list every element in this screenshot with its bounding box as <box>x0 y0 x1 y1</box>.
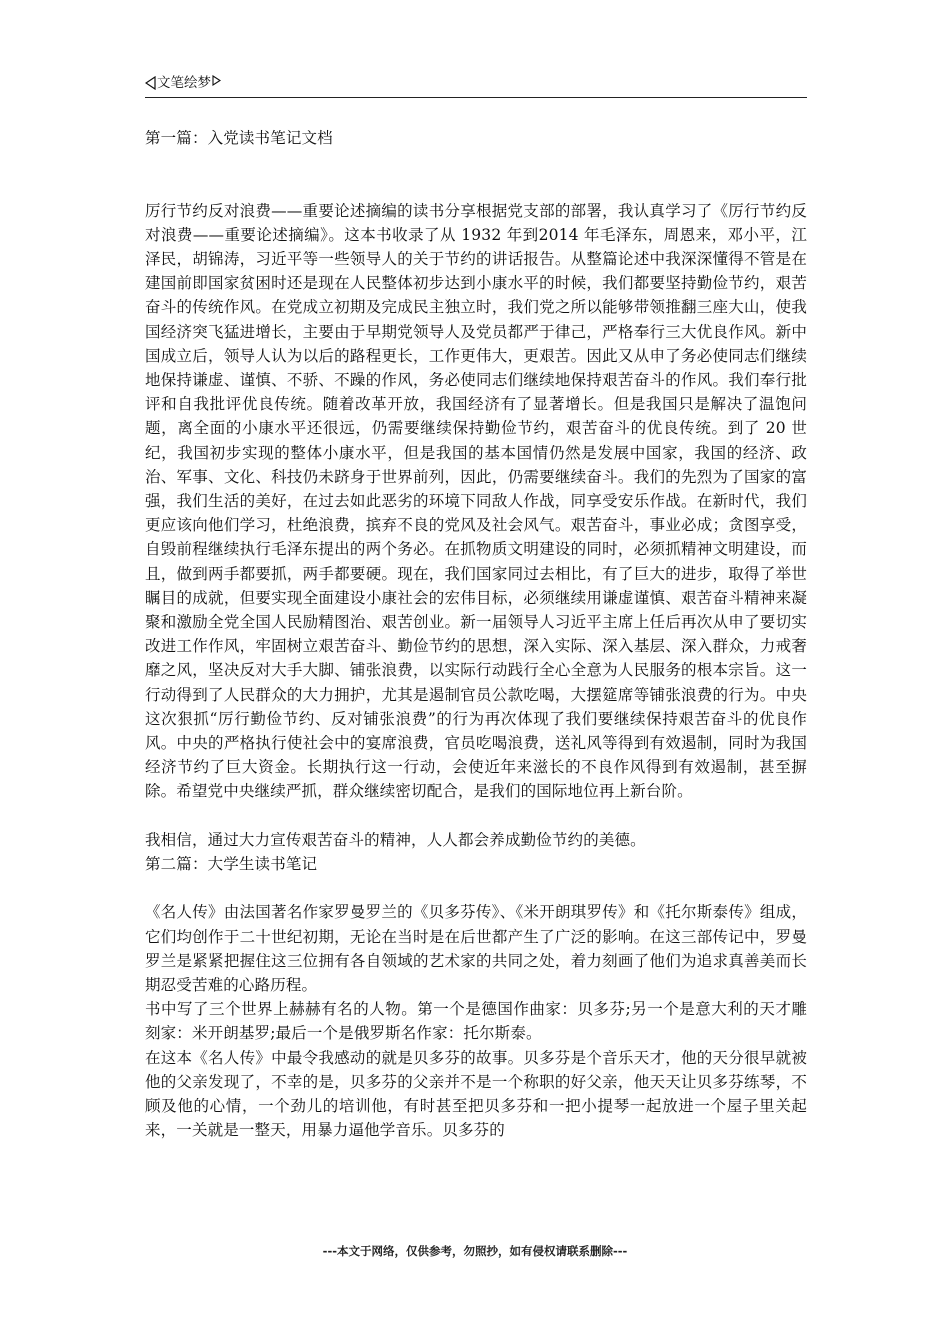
brand-text: 文笔绘梦 <box>157 75 211 91</box>
article2-title: 第二篇：大学生读书笔记 <box>145 855 318 874</box>
article2-paragraph-3: 在这本《名人传》中最令我感动的就是贝多芬的故事。贝多芬是个音乐天才，他的天分很早就被他的父亲发现了，不幸的是，贝多芬的父亲并不是一个称职的好父亲，他天天让贝多芬练琴，不顾及他的心情，一个劲儿的培训他，有时甚至把贝多芬和一把小提琴一起放进一个屋子里关起来，一关就是一整天，用暴力逼他学音乐。贝多芬的 <box>145 1048 807 1140</box>
footer-disclaimer: ---本文于网络，仅供参考，勿照抄，如有侵权请联系删除--- <box>322 1244 628 1258</box>
left-triangle-icon <box>145 76 156 90</box>
article2-paragraph-1: 《名人传》由法国著名作家罗曼罗兰的《贝多芬传》、《米开朗琪罗传》和《托尔斯泰传》组成，它们均创作于二十世纪初期，无论在当时是在后世都产生了广泛的影响。在这三部传记中，罗曼罗兰是紧紧把握住这三位拥有各自领域的艺术家的共同之处，着力刻画了他们为追求真善美而长期忍受苦难的心路历程。 <box>145 903 807 995</box>
article1-title: 第一篇：入党读书笔记文档 <box>145 129 333 147</box>
right-triangle-icon <box>212 75 221 86</box>
article2-paragraph-2: 书中写了三个世界上赫赫有名的人物。第一个是德国作曲家：贝多芬;另一个是意大利的天才雕刻家：米开朗基罗;最后一个是俄罗斯名作家：托尔斯泰。 <box>145 1000 807 1043</box>
article1-closing: 我相信，通过大力宣传艰苦奋斗的精神，人人都会养成勤俭节约的美德。 <box>145 830 646 849</box>
document-body <box>145 126 807 1142</box>
brand-logo <box>145 74 221 92</box>
article1-body: 厉行节约反对浪费——重要论述摘编的读书分享根据党支部的部署，我认真学习了《厉行节约反对浪费——重要论述摘编》。这本书收录了从 1932 年到2014 年毛泽东，周恩来，邓小平，江泽民，胡锦涛，习近平等一些领导人的关于节约的讲话报告。从整篇论述中我深深懂得不管是在建国前即国家贫困时还是现在人民整体初步达到小康水平的时候，我们都要坚持勤俭节约，艰苦奋斗的传统作风。在党成立初期及完成民主独立时，我们党之所以能够带领推翻三座大山，使我国经济突飞猛进增长，主要由于早期党领导人及党员都严于律己，严格奉行三大优良作风。新中国成立后，领导人认为以后的路程更长，工作更伟大，更艰苦。因此又从申了务必使同志们继续地保持谦虚、谨慎、不骄、不躁的作风，务必使同志们继续地保持艰苦奋斗的作风。我们奉行批评和自我批评优良传统。随着改革开放，我国经济有了显著增长。但是我国只是解决了温饱问题，离全面的小康水平还很远，仍需要继续保持勤俭节约，艰苦奋斗的优良传统。到了 20 世纪，我国初步实现的整体小康水平，但是我国的基本国情仍然是发展中国家，我国的经济、政治、军事、文化、科技仍未跻身于世界前列，因此，仍需要继续奋斗。我们的先烈为了国家的富强，我们生活的美好，在过去如此恶劣的环境下同敌人作战，同享受安乐作战。在新时代，我们更应该向他们学习，杜绝浪费，摈弃不良的党风及社会风气。艰苦奋斗，事业必成；贪图享受，自毁前程继续执行毛泽东提出的两个务必。在抓物质文明建设的同时，必须抓精神文明建设，而且，做到两手都要抓，两手都要硬。现在，我们国家同过去相比，有了巨大的进步，取得了举世瞩目的成就，但要实现全面建设小康社会的宏伟目标，必须继续用谦虚谨慎、艰苦奋斗精神来凝聚和激励全党全国人民励精图治、艰苦创业。新一届领导人习近平主席上任后再次从申了要切实改进工作作风，牢固树立艰苦奋斗、勤俭节约的思想，深入实际、深入基层、深入群众，力戒奢靡之风，坚决反对大手大脚、铺张浪费，以实际行动践行全心全意为人民服务的根本宗旨。这一行动得到了人民群众的大力拥护，尤其是遏制官员公款吃喝，大摆筵席等铺张浪费的行为。中央这次狠抓“厉行勤俭节约、反对铺张浪费”的行为再次体现了我们要继续保持艰苦奋斗的优良作风。中央的严格执行使社会中的宴席浪费，官员吃喝浪费，送礼风等得到有效遏制，同时为我国经济节约了巨大资金。长期执行这一行动，会使近年来滋长的不良作风得到有效遏制，甚至摒除。希望党中央继续严抓，群众继续密切配合，是我们的国际地位再上新台阶。 <box>145 201 807 801</box>
page-header <box>145 72 807 98</box>
